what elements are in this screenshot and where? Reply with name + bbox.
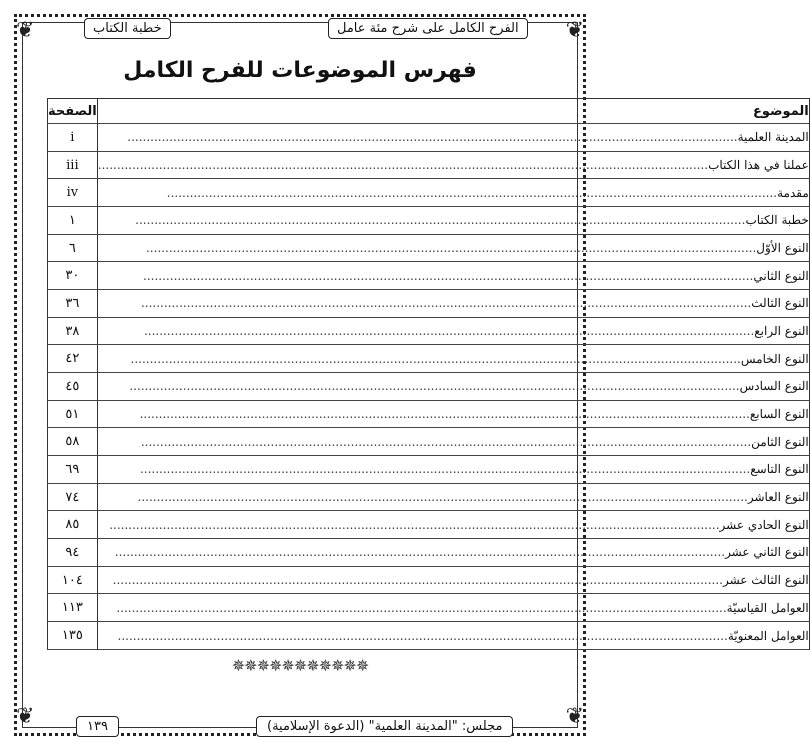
toc-entry-topic: النوع التاسع................................................................................................................................................................ — [97, 456, 809, 484]
page-title: فهرس الموضوعات للفرح الكامل — [123, 58, 477, 83]
toc-entry-topic: المدينة العلمية................................................................................................................................................................ — [97, 124, 809, 152]
leader-dots: ................................................................................................................................................................ — [135, 213, 746, 228]
header-book-title: الفرح الكامل على شرح مئة عامل — [328, 18, 528, 39]
table-row[interactable] — [48, 428, 810, 456]
table-row[interactable] — [48, 262, 810, 290]
toc-entry-page: ٥٨ — [48, 428, 98, 456]
leader-dots: ................................................................................................................................................................ — [97, 158, 709, 172]
leader-dots: ................................................................................................................................................................ — [112, 573, 723, 588]
leader-dots: ................................................................................................................................................................ — [143, 324, 755, 339]
toc-entry-topic: النوع الثالث عشر................................................................................................................................................................ — [97, 566, 809, 594]
table-row[interactable] — [48, 456, 810, 484]
toc-entry-topic: النوع السابع................................................................................................................................................................ — [97, 400, 809, 428]
leader-dots: ................................................................................................................................................................ — [114, 545, 726, 560]
toc-entry-topic: النوع السادس................................................................................................................................................................ — [97, 373, 809, 401]
toc-entry-topic: النوع الرابع................................................................................................................................................................ — [97, 317, 809, 345]
table-row[interactable] — [48, 345, 810, 373]
leader-dots: ................................................................................................................................................................ — [129, 379, 740, 394]
table-row[interactable] — [48, 400, 810, 428]
table-row[interactable] — [48, 511, 810, 539]
leader-dots: ................................................................................................................................................................ — [140, 434, 752, 449]
toc-entry-topic: النوع الثامن................................................................................................................................................................ — [97, 428, 809, 456]
leader-dots: ................................................................................................................................................................ — [166, 185, 778, 200]
leader-dots: ................................................................................................................................................................ — [130, 351, 741, 366]
table-row[interactable] — [48, 566, 810, 594]
floral-corner-icon: ❦ — [16, 704, 35, 729]
toc-entry-topic: عملنا في هذا الكتاب................................................................................................................................................................ — [97, 151, 809, 179]
table-row[interactable] — [48, 179, 810, 207]
toc-entry-topic: النوع الأوّل................................................................................................................................................................ — [97, 234, 809, 262]
toc-entry-page: ٣٦ — [48, 290, 98, 318]
column-header-topic: الموضوع — [97, 99, 809, 124]
leader-dots: ................................................................................................................................................................ — [140, 296, 752, 311]
leader-dots: ................................................................................................................................................................ — [117, 628, 728, 643]
table-row[interactable] — [48, 539, 810, 567]
leader-dots: ................................................................................................................................................................ — [137, 490, 748, 505]
table-header-row — [48, 99, 810, 124]
toc-entry-page: ٤٥ — [48, 373, 98, 401]
toc-entry-page: ١١٣ — [48, 594, 98, 622]
floral-corner-icon: ❦ — [16, 18, 35, 43]
toc-entry-topic: خطبة الكتاب................................................................................................................................................................ — [97, 207, 809, 235]
leader-dots: ................................................................................................................................................................ — [139, 407, 750, 422]
toc-entry-page: ٩٤ — [48, 539, 98, 567]
leader-dots: ................................................................................................................................................................ — [143, 268, 754, 283]
toc-entry-page: i — [48, 124, 98, 152]
leader-dots: ................................................................................................................................................................ — [127, 130, 738, 145]
toc-entry-topic: النوع الثاني عشر................................................................................................................................................................ — [97, 539, 809, 567]
leader-dots: ................................................................................................................................................................ — [116, 600, 727, 615]
table-row[interactable] — [48, 594, 810, 622]
table-row[interactable] — [48, 124, 810, 152]
table-row[interactable] — [48, 234, 810, 262]
toc-entry-topic: النوع الحادي عشر................................................................................................................................................................ — [97, 511, 809, 539]
leader-dots: ................................................................................................................................................................ — [139, 462, 751, 477]
toc-entry-page: ٤٢ — [48, 345, 98, 373]
toc-entry-page: ٣٠ — [48, 262, 98, 290]
toc-entry-topic: النوع العاشر................................................................................................................................................................ — [97, 483, 809, 511]
table-row[interactable] — [48, 622, 810, 650]
floral-corner-icon: ❦ — [565, 18, 584, 43]
table-row[interactable] — [48, 207, 810, 235]
table-row[interactable] — [48, 317, 810, 345]
toc-entry-page: ٦٩ — [48, 456, 98, 484]
toc-entry-page: ٦ — [48, 234, 98, 262]
toc-entry-topic: مقدمة................................................................................................................................................................ — [97, 179, 809, 207]
leader-dots: ................................................................................................................................................................ — [145, 241, 757, 256]
star-ornament-icon: ✵✵✵✵✵✵✵✵✵✵✵ — [231, 656, 369, 675]
toc-entry-page: ١٠٤ — [48, 566, 98, 594]
table-row[interactable] — [48, 483, 810, 511]
toc-entry-page: iii — [48, 151, 98, 179]
table-row[interactable] — [48, 373, 810, 401]
toc-table — [47, 98, 810, 650]
toc-entry-topic: العوامل المعنويّة................................................................................................................................................................ — [97, 622, 809, 650]
toc-body — [48, 124, 810, 650]
toc-entry-page: ٥١ — [48, 400, 98, 428]
leader-dots: ................................................................................................................................................................ — [109, 517, 720, 532]
toc-entry-page: ١٣٥ — [48, 622, 98, 650]
toc-entry-page: ٣٨ — [48, 317, 98, 345]
toc-entry-topic: النوع الثاني................................................................................................................................................................ — [97, 262, 809, 290]
toc-entry-topic: النوع الخامس................................................................................................................................................................ — [97, 345, 809, 373]
toc-entry-page: iv — [48, 179, 98, 207]
toc-entry-page: ٨٥ — [48, 511, 98, 539]
toc-entry-page: ٧٤ — [48, 483, 98, 511]
toc-entry-page: ١ — [48, 207, 98, 235]
floral-corner-icon: ❦ — [565, 704, 584, 729]
toc-entry-topic: النوع الثالث................................................................................................................................................................ — [97, 290, 809, 318]
footer-publisher: مجلس: "المدينة العلمية" (الدعوة الإسلامية) — [256, 716, 513, 737]
toc-entry-topic: العوامل القياسيّة................................................................................................................................................................ — [97, 594, 809, 622]
footer-page-number: ١٣٩ — [76, 716, 119, 737]
column-header-page: الصفحة — [48, 99, 98, 124]
table-row[interactable] — [48, 151, 810, 179]
table-row[interactable] — [48, 290, 810, 318]
header-section: خطبة الكتاب — [84, 18, 171, 39]
